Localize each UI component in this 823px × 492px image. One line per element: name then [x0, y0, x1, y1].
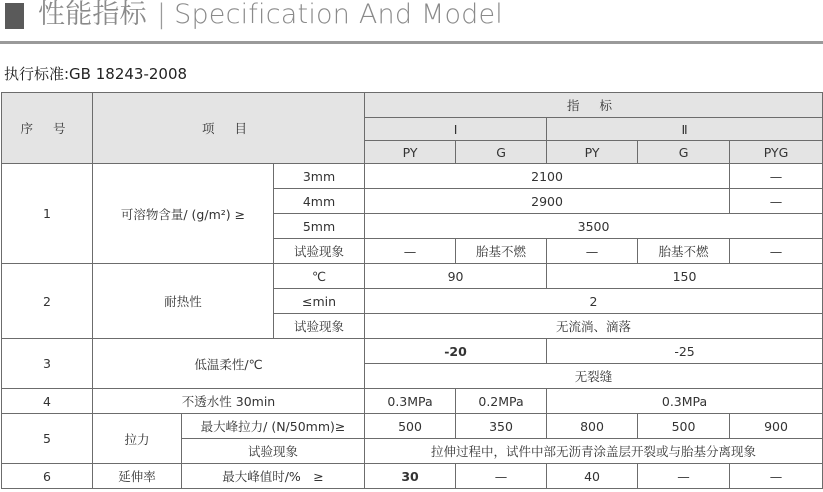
row-value: 2900 [365, 189, 730, 214]
title-en: Specification And Model [174, 0, 504, 30]
row-item-name: 可溶物含量/ (g/m²) ≥ [93, 164, 274, 264]
spec-table [1, 92, 823, 489]
table-header-row [2, 93, 823, 118]
row-value: 无流淌、滴落 [365, 314, 823, 339]
head-seq: 序 号 [2, 93, 93, 164]
row-value: 0.2MPa [456, 389, 547, 414]
row-value: — [730, 164, 823, 189]
table-row [2, 339, 823, 364]
row-item-name: 低温柔性/℃ [93, 339, 365, 389]
head-g-2: G [638, 141, 730, 164]
table-row [2, 464, 823, 489]
table-row [2, 414, 823, 439]
row-value: 胎基不燃 [638, 239, 730, 264]
row-value: 0.3MPa [365, 389, 456, 414]
row-sub-item: 4mm [274, 189, 365, 214]
row-sub-item: 试验现象 [182, 439, 365, 464]
row-sub-item: 试验现象 [274, 239, 365, 264]
row-number: 3 [2, 339, 93, 389]
row-value: 胎基不燃 [456, 239, 547, 264]
row-value: — [730, 239, 823, 264]
row-value: — [547, 239, 638, 264]
row-number: 2 [2, 264, 93, 339]
head-pyg: PYG [730, 141, 823, 164]
row-value: 拉伸过程中，试件中部无沥青涂盖层开裂或与胎基分离现象 [365, 439, 823, 464]
row-value: — [365, 239, 456, 264]
section-title [38, 0, 503, 34]
row-value: 2 [365, 289, 823, 314]
row-value: 900 [730, 414, 823, 439]
row-sub-item: 试验现象 [274, 314, 365, 339]
row-value: — [730, 189, 823, 214]
row-item-name: 延伸率 [93, 464, 182, 489]
row-value: 500 [638, 414, 730, 439]
row-value: — [638, 464, 730, 489]
row-value: 90 [365, 264, 547, 289]
table-row [2, 389, 823, 414]
row-value: — [456, 464, 547, 489]
row-value: 150 [547, 264, 823, 289]
row-number: 5 [2, 414, 93, 464]
row-number: 1 [2, 164, 93, 264]
title-cn: 性能指标 [38, 0, 147, 30]
head-g-1: G [456, 141, 547, 164]
head-index: 指 标 [365, 93, 823, 118]
row-item-name: 拉力 [93, 414, 182, 464]
row-value: 3500 [365, 214, 823, 239]
header-underline [0, 41, 823, 44]
row-value: 500 [365, 414, 456, 439]
row-sub-item: ℃ [274, 264, 365, 289]
row-value: 800 [547, 414, 638, 439]
title-separator: | [156, 0, 167, 30]
row-value: 无裂缝 [365, 364, 823, 389]
head-py-2: PY [547, 141, 638, 164]
row-sub-item: 5mm [274, 214, 365, 239]
standard-label: 执行标准:GB 18243-2008 [4, 65, 188, 83]
header-square-icon [5, 3, 24, 29]
row-item-name: 耐热性 [93, 264, 274, 339]
row-number: 4 [2, 389, 93, 414]
row-value: 350 [456, 414, 547, 439]
row-value: 40 [547, 464, 638, 489]
table-row [2, 164, 823, 189]
head-grade-1: Ⅰ [365, 118, 547, 141]
row-sub-item: 最大峰拉力/ (N/50mm)≥ [182, 414, 365, 439]
head-item: 项 目 [93, 93, 365, 164]
head-py-1: PY [365, 141, 456, 164]
row-value: 2100 [365, 164, 730, 189]
row-sub-item: 最大峰值时/% ≥ [182, 464, 365, 489]
table-row [2, 264, 823, 289]
section-header [0, 0, 823, 46]
row-sub-item: 3mm [274, 164, 365, 189]
row-value: -25 [547, 339, 823, 364]
row-value: 0.3MPa [547, 389, 823, 414]
row-item-name: 不透水性 30min [93, 389, 365, 414]
row-number: 6 [2, 464, 93, 489]
head-grade-2: Ⅱ [547, 118, 823, 141]
row-value: 30 [365, 464, 456, 489]
row-value: -20 [365, 339, 547, 364]
row-sub-item: ≤min [274, 289, 365, 314]
row-value: — [730, 464, 823, 489]
